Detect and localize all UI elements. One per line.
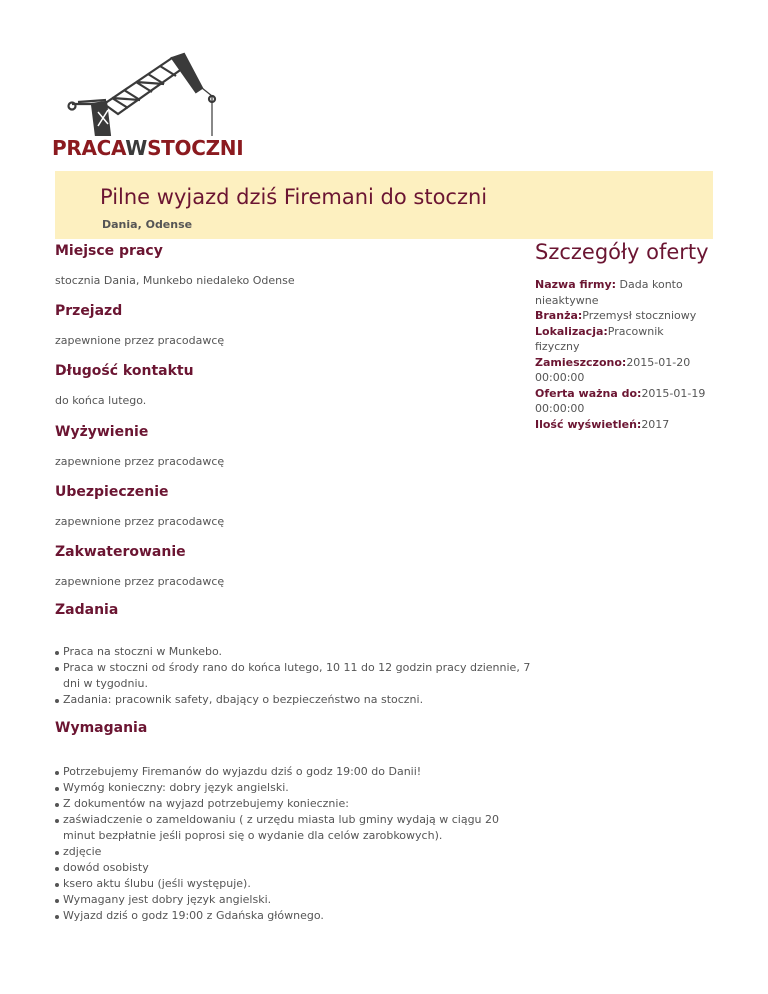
logo-text-stoczni: STOCZNI xyxy=(147,136,244,160)
detail-label: Lokalizacja: xyxy=(535,324,608,338)
detail-label: Oferta ważna do: xyxy=(535,386,642,400)
detail-value: Przemysł stoczniowy xyxy=(582,309,697,322)
section-heading: Miejsce pracy xyxy=(55,243,163,259)
list-item: ksero aktu ślubu (jeśli występuje). xyxy=(55,876,525,892)
list-item: Potrzebujemy Firemanów do wyjazdu dziś o godz 19:00 do Danii! xyxy=(55,764,525,780)
details-list xyxy=(535,277,710,432)
detail-views xyxy=(535,417,710,433)
list-item: Wymagany jest dobry język angielski. xyxy=(55,892,525,908)
section-heading: Ubezpieczenie xyxy=(55,484,169,500)
list-item: zdjęcie xyxy=(55,844,525,860)
detail-label: Ilość wyświetleń: xyxy=(535,417,642,431)
detail-label: Nazwa firmy: xyxy=(535,278,617,291)
section-heading: Zadania xyxy=(55,602,119,618)
logo-text-praca: PRACA xyxy=(52,136,126,160)
requirements-list xyxy=(55,764,525,924)
detail-company xyxy=(535,277,710,308)
section-heading: Wyżywienie xyxy=(55,424,149,440)
section-text: zapewnione przez pracodawcę xyxy=(55,334,225,347)
section-heading: Zakwaterowanie xyxy=(55,544,186,560)
logo-wordmark xyxy=(52,136,243,160)
detail-value: 2015-01-19 00:00:00 xyxy=(535,386,706,415)
list-item: Z dokumentów na wyjazd potrzebujemy koniecznie: xyxy=(55,796,525,812)
site-logo[interactable] xyxy=(52,52,242,162)
list-item: Wymóg konieczny: dobry język angielski. xyxy=(55,780,525,796)
logo-text-w: W xyxy=(125,136,148,160)
detail-label: Branża: xyxy=(535,309,583,322)
section-text: stocznia Dania, Munkebo niedaleko Odense xyxy=(55,274,295,287)
list-item: Zadania: pracownik safety, dbający o bezpieczeństwo na stoczni. xyxy=(55,692,535,708)
section-text: zapewnione przez pracodawcę xyxy=(55,455,225,468)
section-heading: Wymagania xyxy=(55,720,148,736)
offer-title: Pilne wyjazd dziś Firemani do stoczni xyxy=(100,185,488,209)
detail-industry xyxy=(535,308,710,324)
list-item: Wyjazd dziś o godz 19:00 z Gdańska głównego. xyxy=(55,908,525,924)
section-text: zapewnione przez pracodawcę xyxy=(55,515,225,528)
crane-icon xyxy=(52,52,242,136)
offer-header xyxy=(55,171,713,239)
section-requirements xyxy=(55,718,525,924)
tasks-list xyxy=(55,644,535,708)
list-item: Praca na stoczni w Munkebo. xyxy=(55,644,535,660)
detail-value: Pracownik fizyczny xyxy=(535,324,664,353)
detail-posted xyxy=(535,355,710,386)
list-item: dowód osobisty xyxy=(55,860,525,876)
section-text: do końca lutego. xyxy=(55,394,147,407)
offer-location: Dania, Odense xyxy=(102,218,193,231)
detail-value: Dada konto nieaktywne xyxy=(535,278,683,307)
list-item: Praca w stoczni od środy rano do końca lutego, 10 11 do 12 godzin pracy dziennie, 7 dni w tygodniu. xyxy=(55,660,535,692)
section-heading: Przejazd xyxy=(55,303,123,319)
section-text: zapewnione przez pracodawcę xyxy=(55,575,225,588)
detail-label: Zamieszczono: xyxy=(535,355,627,369)
section-tasks xyxy=(55,600,535,708)
section-heading: Długość kontaktu xyxy=(55,363,194,379)
detail-value: 2015-01-20 00:00:00 xyxy=(535,355,691,384)
detail-value: 2017 xyxy=(641,417,670,431)
detail-valid-until xyxy=(535,386,710,417)
details-heading: Szczegóły oferty xyxy=(535,240,709,264)
list-item: zaświadczenie o zameldowaniu ( z urzędu miasta lub gminy wydają w ciągu 20 minut bezpłatnie jeśli poprosi się o wydanie dla celów zarobkowych). xyxy=(55,812,525,844)
detail-location xyxy=(535,324,710,355)
